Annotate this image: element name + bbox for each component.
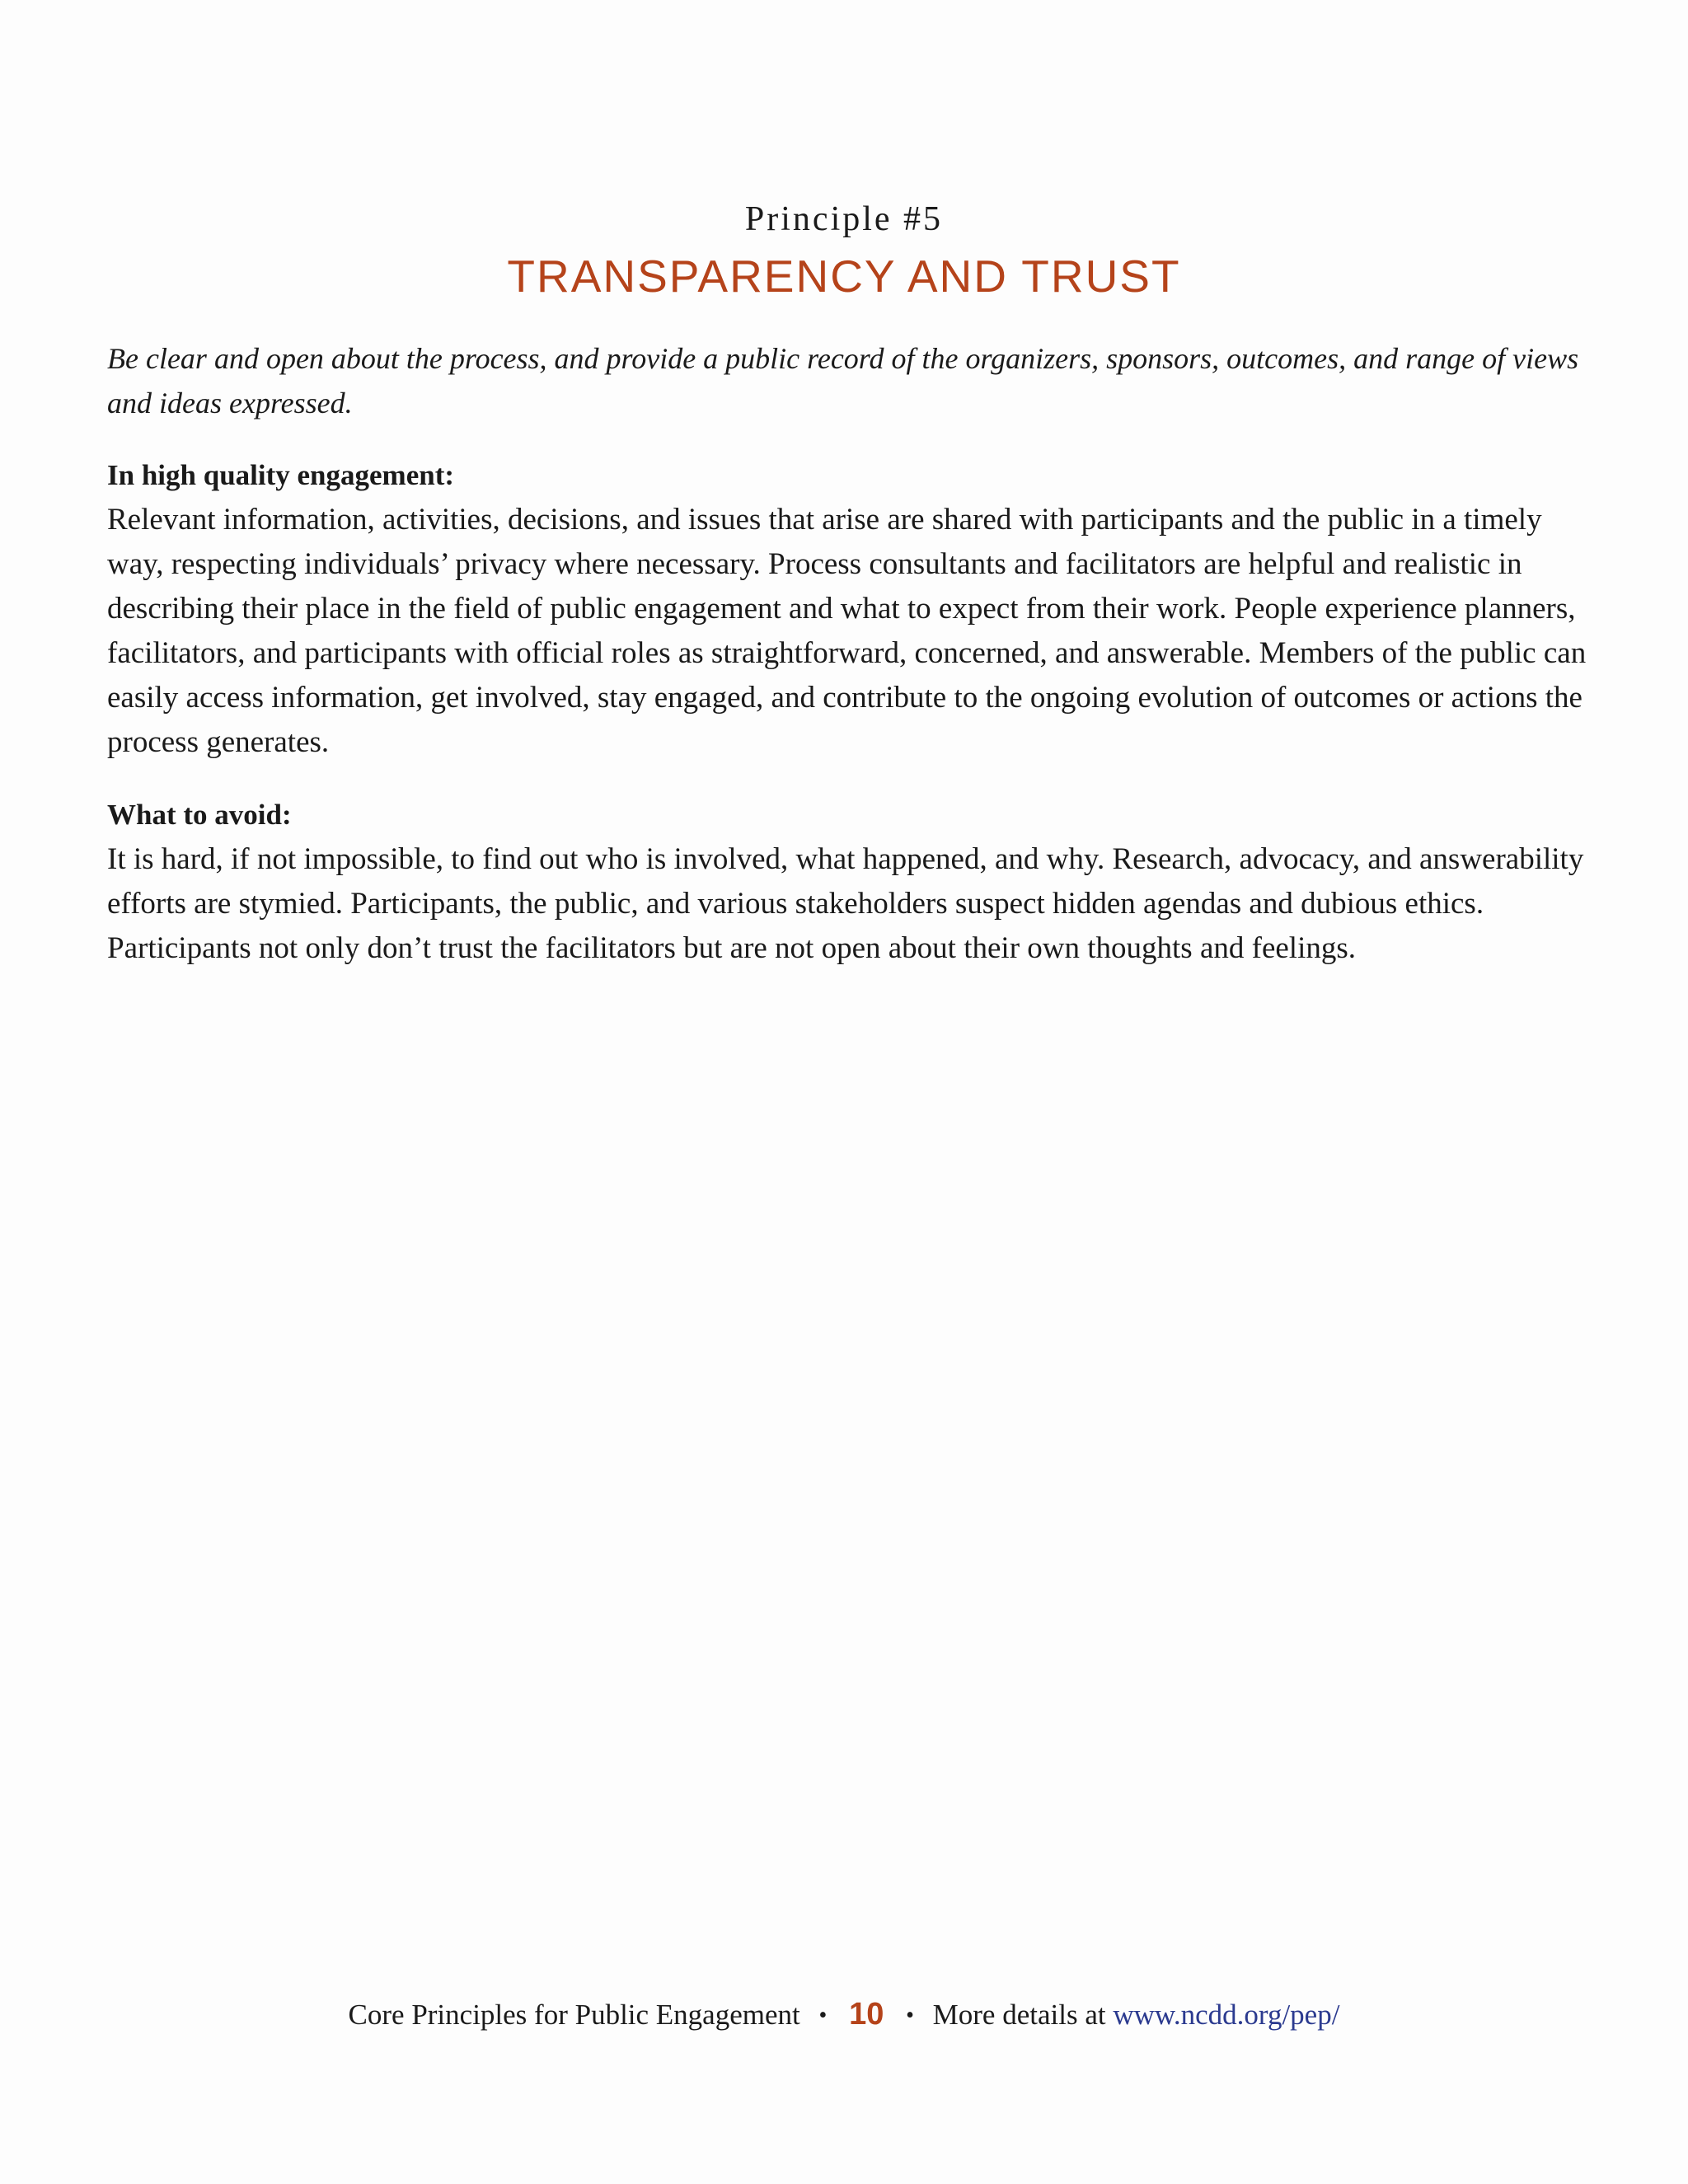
principle-content [107, 336, 1591, 999]
footer-doc-title: Core Principles for Public Engagement [348, 1999, 800, 2031]
section-body-avoid: It is hard, if not impossible, to find out who is involved, what happened, and why. Research, advocacy, and answerability efforts are stymied. Participants, the public, and various stakeholders suspect hidden agendas and dubious ethics. Participants not only don’t trust the facilitators but are not open about their own thoughts and feelings. [107, 842, 1584, 965]
principle-number: Principle #5 [744, 200, 944, 238]
section-body-high-quality: Relevant information, activities, decisions, and issues that arise are shared with participants and the public in a timely way, respecting individuals’ privacy where necessary. Process consultants and facilitators are helpful and realistic in describing their place in the field of public engagement and what to expect from their work. People experience planners, facilitators, and participants with official roles as straightforward, concerned, and answerable. Members of the public can easily access information, get involved, stay engaged, and contribute to the ongoing evolution of outcomes or actions the process generates. [107, 503, 1587, 759]
footer-details-prefix: More details at [932, 1999, 1106, 2031]
section-heading-high-quality: In high quality engagement: [107, 459, 455, 491]
page-number: 10 [849, 1997, 884, 2032]
footer-separator: • [818, 2003, 828, 2028]
page-footer [0, 1991, 1688, 2039]
principle-title: TRANSPARENCY AND TRUST [507, 251, 1181, 302]
footer-website-link[interactable]: www.ncdd.org/pep/ [1113, 1999, 1340, 2031]
footer-separator: • [906, 2003, 914, 2028]
principle-summary: Be clear and open about the process, and provide a public record of the organizers, sponsors, outcomes, and range of views and ideas expressed. [107, 342, 1579, 419]
section-heading-avoid: What to avoid: [107, 799, 292, 831]
